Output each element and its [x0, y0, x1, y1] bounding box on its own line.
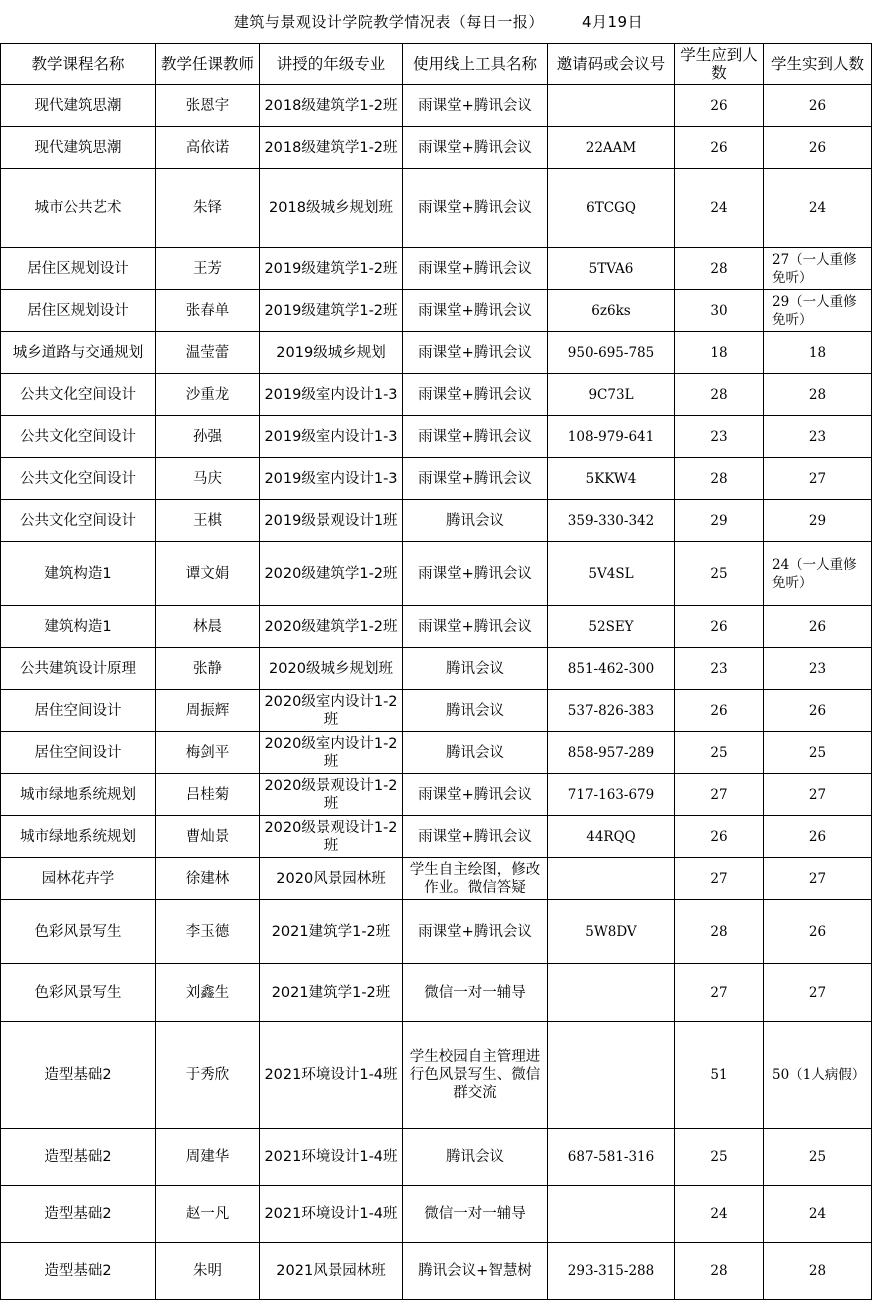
cell-tool: 微信一对一辅导 [403, 964, 548, 1022]
cell-tool: 雨课堂+腾讯会议 [403, 774, 548, 816]
cell-tool: 雨课堂+腾讯会议 [403, 85, 548, 127]
col-header-actual: 学生实到人数 [764, 44, 872, 85]
cell-tool: 雨课堂+腾讯会议 [403, 416, 548, 458]
cell-actual: 26 [764, 816, 872, 858]
header-row [1, 44, 872, 85]
table-row [1, 248, 872, 290]
cell-tool: 腾讯会议 [403, 732, 548, 774]
cell-course: 色彩风景写生 [1, 964, 156, 1022]
cell-actual: 26 [764, 127, 872, 169]
table-row [1, 606, 872, 648]
cell-expected: 28 [675, 374, 764, 416]
cell-code: 687-581-316 [548, 1129, 675, 1186]
cell-actual: 28 [764, 1243, 872, 1300]
cell-code: 5V4SL [548, 542, 675, 606]
cell-tool: 雨课堂+腾讯会议 [403, 169, 548, 248]
cell-actual: 24 [764, 1186, 872, 1243]
cell-course: 建筑构造1 [1, 542, 156, 606]
cell-expected: 28 [675, 900, 764, 964]
cell-teacher: 吕桂菊 [156, 774, 260, 816]
cell-teacher: 王棋 [156, 500, 260, 542]
cell-expected: 25 [675, 732, 764, 774]
cell-code [548, 964, 675, 1022]
table-row [1, 732, 872, 774]
cell-tool: 腾讯会议 [403, 690, 548, 732]
table-row [1, 1129, 872, 1186]
cell-code: 717-163-679 [548, 774, 675, 816]
cell-teacher: 谭文娟 [156, 542, 260, 606]
cell-tool: 雨课堂+腾讯会议 [403, 290, 548, 332]
cell-tool: 学生校园自主管理进行色风景写生、微信群交流 [403, 1022, 548, 1129]
cell-course: 城市绿地系统规划 [1, 774, 156, 816]
table-row [1, 964, 872, 1022]
cell-expected: 23 [675, 416, 764, 458]
table-row [1, 169, 872, 248]
cell-code [548, 858, 675, 900]
cell-expected: 24 [675, 169, 764, 248]
cell-code: 293-315-288 [548, 1243, 675, 1300]
cell-actual: 27（一人重修免听） [764, 248, 872, 290]
cell-teacher: 徐建林 [156, 858, 260, 900]
cell-grade: 2020级建筑学1-2班 [260, 542, 403, 606]
cell-teacher: 林晨 [156, 606, 260, 648]
cell-actual: 18 [764, 332, 872, 374]
cell-grade: 2018级建筑学1-2班 [260, 127, 403, 169]
cell-teacher: 王芳 [156, 248, 260, 290]
cell-tool: 雨课堂+腾讯会议 [403, 458, 548, 500]
cell-code [548, 1022, 675, 1129]
table-row [1, 85, 872, 127]
cell-expected: 29 [675, 500, 764, 542]
table-row [1, 648, 872, 690]
cell-expected: 27 [675, 964, 764, 1022]
col-header-code: 邀请码或会议号 [548, 44, 675, 85]
cell-expected: 25 [675, 1129, 764, 1186]
cell-grade: 2018级建筑学1-2班 [260, 85, 403, 127]
cell-grade: 2020级室内设计1-2班 [260, 732, 403, 774]
cell-expected: 27 [675, 858, 764, 900]
col-header-course: 教学课程名称 [1, 44, 156, 85]
teaching-table [0, 43, 872, 1300]
table-row [1, 690, 872, 732]
cell-course: 公共文化空间设计 [1, 374, 156, 416]
cell-actual: 26 [764, 900, 872, 964]
cell-actual: 25 [764, 732, 872, 774]
cell-teacher: 刘鑫生 [156, 964, 260, 1022]
cell-grade: 2019级室内设计1-3 [260, 374, 403, 416]
cell-teacher: 于秀欣 [156, 1022, 260, 1129]
table-row [1, 374, 872, 416]
table-row [1, 332, 872, 374]
cell-code [548, 85, 675, 127]
cell-code: 5TVA6 [548, 248, 675, 290]
cell-tool: 雨课堂+腾讯会议 [403, 542, 548, 606]
table-row [1, 416, 872, 458]
table-row [1, 774, 872, 816]
report-title-row [0, 0, 877, 43]
cell-actual: 27 [764, 964, 872, 1022]
cell-tool: 雨课堂+腾讯会议 [403, 816, 548, 858]
cell-grade: 2019级室内设计1-3 [260, 416, 403, 458]
cell-grade: 2021建筑学1-2班 [260, 964, 403, 1022]
cell-grade: 2020级城乡规划班 [260, 648, 403, 690]
cell-course: 城市公共艺术 [1, 169, 156, 248]
cell-course: 色彩风景写生 [1, 900, 156, 964]
table-row [1, 127, 872, 169]
cell-teacher: 梅剑平 [156, 732, 260, 774]
cell-grade: 2018级城乡规划班 [260, 169, 403, 248]
cell-actual: 26 [764, 606, 872, 648]
cell-code: 950-695-785 [548, 332, 675, 374]
cell-course: 造型基础2 [1, 1129, 156, 1186]
cell-expected: 27 [675, 774, 764, 816]
cell-grade: 2021环境设计1-4班 [260, 1186, 403, 1243]
cell-actual: 23 [764, 416, 872, 458]
cell-tool: 腾讯会议 [403, 1129, 548, 1186]
cell-tool: 雨课堂+腾讯会议 [403, 332, 548, 374]
cell-code: 44RQQ [548, 816, 675, 858]
cell-course: 公共建筑设计原理 [1, 648, 156, 690]
cell-code: 6z6ks [548, 290, 675, 332]
cell-course: 现代建筑思潮 [1, 127, 156, 169]
cell-grade: 2019级景观设计1班 [260, 500, 403, 542]
table-row [1, 1243, 872, 1300]
cell-actual: 28 [764, 374, 872, 416]
cell-code: 5W8DV [548, 900, 675, 964]
cell-actual: 27 [764, 774, 872, 816]
cell-tool: 雨课堂+腾讯会议 [403, 248, 548, 290]
cell-grade: 2020级景观设计1-2班 [260, 816, 403, 858]
cell-expected: 25 [675, 542, 764, 606]
cell-teacher: 李玉德 [156, 900, 260, 964]
cell-tool: 腾讯会议+智慧树 [403, 1243, 548, 1300]
cell-expected: 26 [675, 816, 764, 858]
cell-expected: 26 [675, 85, 764, 127]
cell-teacher: 张春单 [156, 290, 260, 332]
cell-tool: 腾讯会议 [403, 500, 548, 542]
cell-expected: 26 [675, 606, 764, 648]
col-header-grade: 讲授的年级专业 [260, 44, 403, 85]
cell-course: 现代建筑思潮 [1, 85, 156, 127]
cell-code: 359-330-342 [548, 500, 675, 542]
cell-expected: 28 [675, 248, 764, 290]
report-title: 建筑与景观设计学院教学情况表（每日一报） [233, 13, 544, 31]
cell-actual: 25 [764, 1129, 872, 1186]
cell-expected: 51 [675, 1022, 764, 1129]
cell-code: 22AAM [548, 127, 675, 169]
cell-tool: 腾讯会议 [403, 648, 548, 690]
cell-expected: 18 [675, 332, 764, 374]
cell-code: 6TCGQ [548, 169, 675, 248]
cell-expected: 28 [675, 1243, 764, 1300]
cell-grade: 2020级建筑学1-2班 [260, 606, 403, 648]
cell-code: 5KKW4 [548, 458, 675, 500]
table-row [1, 900, 872, 964]
table-row [1, 290, 872, 332]
cell-actual: 26 [764, 85, 872, 127]
cell-teacher: 朱铎 [156, 169, 260, 248]
cell-grade: 2020风景园林班 [260, 858, 403, 900]
table-row [1, 858, 872, 900]
cell-course: 公共文化空间设计 [1, 416, 156, 458]
cell-teacher: 张恩宇 [156, 85, 260, 127]
table-row [1, 542, 872, 606]
cell-actual: 29（一人重修免听） [764, 290, 872, 332]
cell-code: 851-462-300 [548, 648, 675, 690]
cell-teacher: 曹灿景 [156, 816, 260, 858]
cell-tool: 雨课堂+腾讯会议 [403, 127, 548, 169]
cell-grade: 2021建筑学1-2班 [260, 900, 403, 964]
cell-actual: 24（一人重修免听） [764, 542, 872, 606]
cell-course: 造型基础2 [1, 1243, 156, 1300]
cell-expected: 23 [675, 648, 764, 690]
cell-expected: 26 [675, 127, 764, 169]
cell-actual: 24 [764, 169, 872, 248]
cell-actual: 50（1人病假） [764, 1022, 872, 1129]
cell-course: 造型基础2 [1, 1186, 156, 1243]
cell-grade: 2021环境设计1-4班 [260, 1129, 403, 1186]
cell-code: 9C73L [548, 374, 675, 416]
cell-grade: 2020级室内设计1-2班 [260, 690, 403, 732]
cell-grade: 2019级城乡规划 [260, 332, 403, 374]
cell-teacher: 张静 [156, 648, 260, 690]
col-header-teacher: 教学任课教师 [156, 44, 260, 85]
cell-tool: 学生自主绘图，修改作业。微信答疑 [403, 858, 548, 900]
cell-code: 52SEY [548, 606, 675, 648]
cell-teacher: 温莹蕾 [156, 332, 260, 374]
cell-grade: 2019级室内设计1-3 [260, 458, 403, 500]
table-row [1, 458, 872, 500]
cell-code: 537-826-383 [548, 690, 675, 732]
cell-course: 城乡道路与交通规划 [1, 332, 156, 374]
cell-course: 居住空间设计 [1, 690, 156, 732]
table-body [1, 85, 872, 1300]
cell-actual: 27 [764, 458, 872, 500]
cell-expected: 24 [675, 1186, 764, 1243]
col-header-tool: 使用线上工具名称 [403, 44, 548, 85]
table-row [1, 816, 872, 858]
cell-code: 858-957-289 [548, 732, 675, 774]
cell-tool: 雨课堂+腾讯会议 [403, 606, 548, 648]
cell-grade: 2020级景观设计1-2班 [260, 774, 403, 816]
cell-teacher: 孙强 [156, 416, 260, 458]
cell-teacher: 周建华 [156, 1129, 260, 1186]
cell-tool: 雨课堂+腾讯会议 [403, 900, 548, 964]
report-date: 4月19日 [581, 13, 644, 31]
cell-grade: 2019级建筑学1-2班 [260, 290, 403, 332]
table-row [1, 500, 872, 542]
cell-actual: 26 [764, 690, 872, 732]
col-header-expected: 学生应到人数 [675, 44, 764, 85]
cell-grade: 2021环境设计1-4班 [260, 1022, 403, 1129]
cell-teacher: 朱明 [156, 1243, 260, 1300]
cell-tool: 微信一对一辅导 [403, 1186, 548, 1243]
cell-actual: 27 [764, 858, 872, 900]
cell-teacher: 马庆 [156, 458, 260, 500]
cell-teacher: 赵一凡 [156, 1186, 260, 1243]
cell-course: 园林花卉学 [1, 858, 156, 900]
cell-course: 造型基础2 [1, 1022, 156, 1129]
cell-course: 居住区规划设计 [1, 290, 156, 332]
cell-course: 城市绿地系统规划 [1, 816, 156, 858]
cell-course: 公共文化空间设计 [1, 500, 156, 542]
cell-teacher: 周振辉 [156, 690, 260, 732]
cell-expected: 30 [675, 290, 764, 332]
cell-course: 建筑构造1 [1, 606, 156, 648]
cell-actual: 29 [764, 500, 872, 542]
cell-teacher: 高依诺 [156, 127, 260, 169]
cell-expected: 28 [675, 458, 764, 500]
cell-grade: 2019级建筑学1-2班 [260, 248, 403, 290]
cell-course: 公共文化空间设计 [1, 458, 156, 500]
cell-grade: 2021风景园林班 [260, 1243, 403, 1300]
table-row [1, 1022, 872, 1129]
cell-teacher: 沙重龙 [156, 374, 260, 416]
cell-course: 居住空间设计 [1, 732, 156, 774]
cell-expected: 26 [675, 690, 764, 732]
cell-code: 108-979-641 [548, 416, 675, 458]
table-row [1, 1186, 872, 1243]
cell-course: 居住区规划设计 [1, 248, 156, 290]
cell-tool: 雨课堂+腾讯会议 [403, 374, 548, 416]
cell-actual: 23 [764, 648, 872, 690]
cell-code [548, 1186, 675, 1243]
